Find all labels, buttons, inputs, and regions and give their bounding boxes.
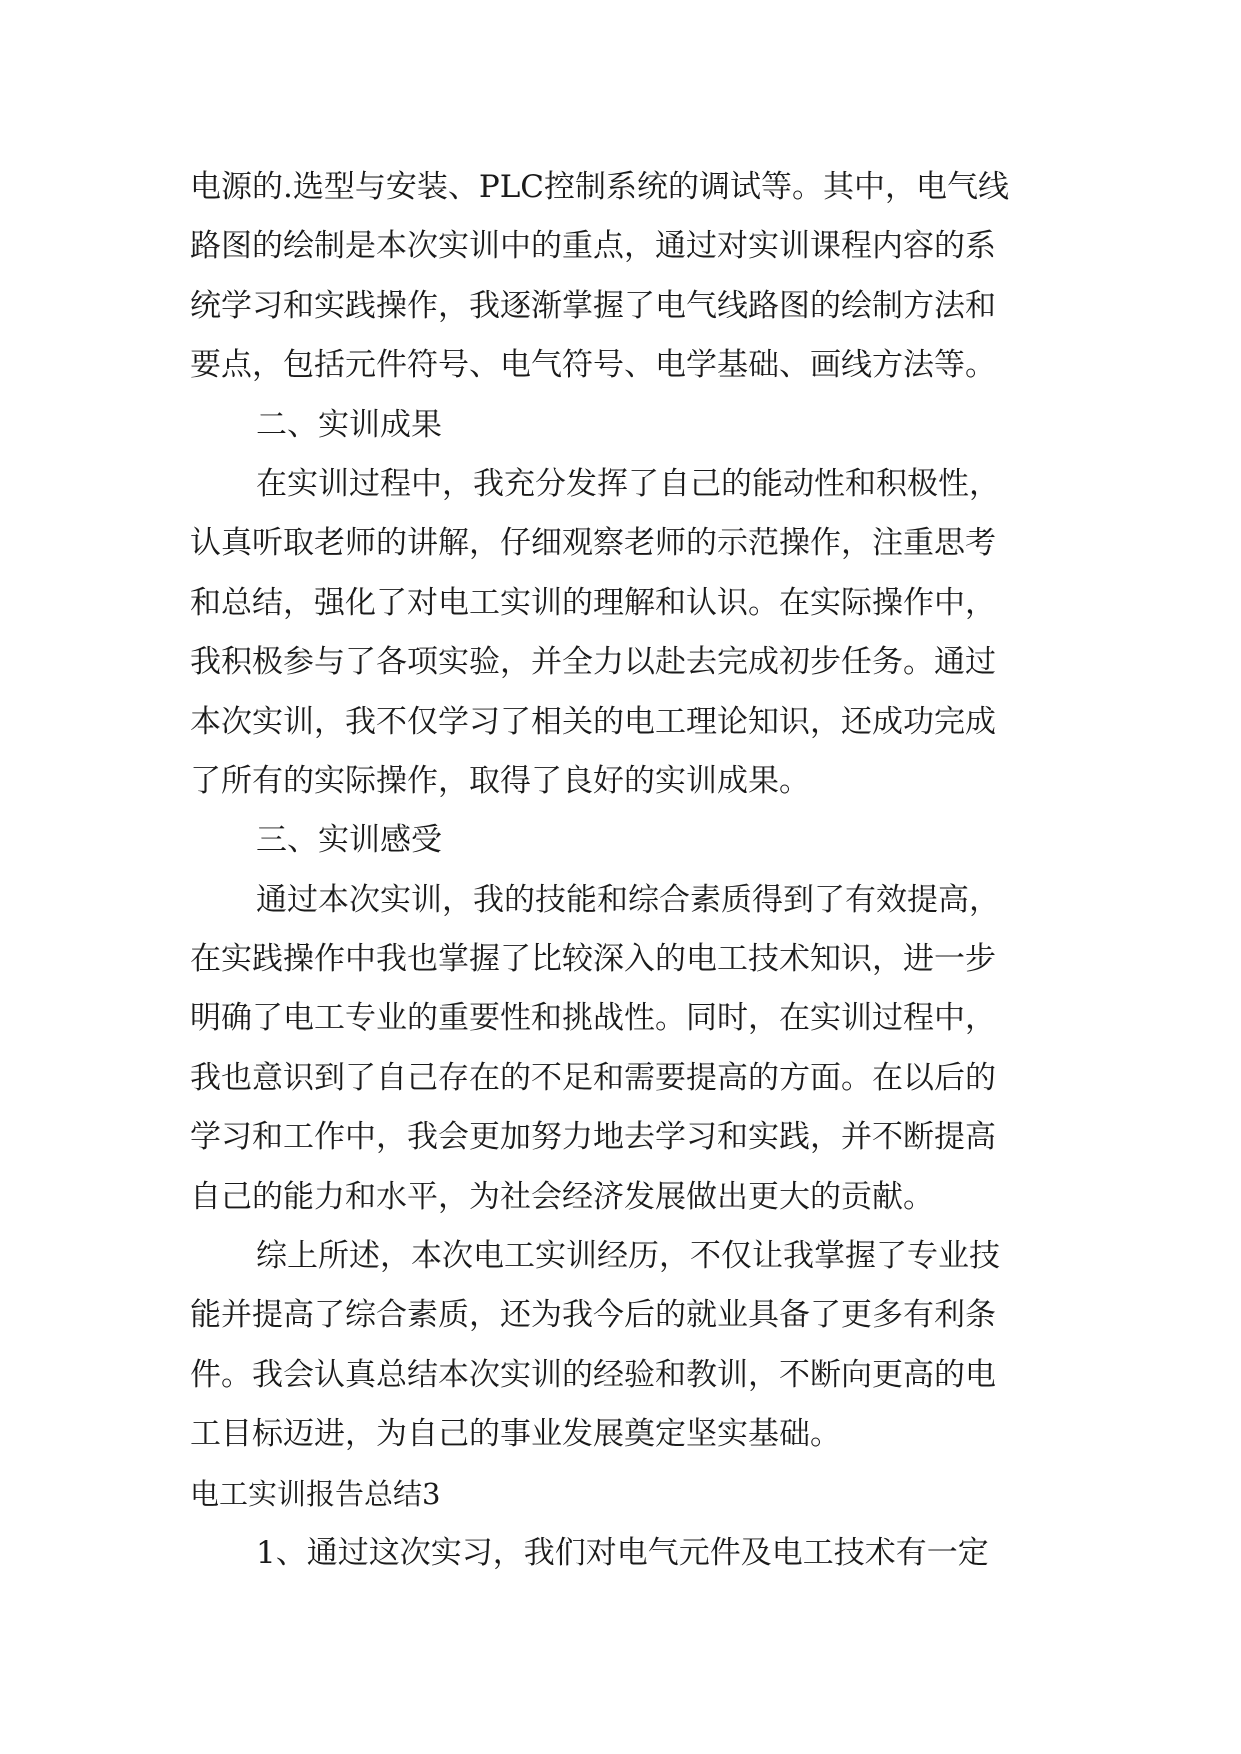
body-line: 认真听取老师的讲解，仔细观察老师的示范操作，注重思考 <box>190 525 996 562</box>
document-body <box>190 158 1060 1583</box>
body-line: 工目标迈进，为自己的事业发展奠定坚实基础。 <box>190 1416 841 1453</box>
paragraph-first-line: 1、通过这次实习，我们对电气元件及电工技术有一定 <box>256 1534 989 1571</box>
body-line: 本次实训，我不仅学习了相关的电工理论知识，还成功完成 <box>190 703 996 740</box>
body-line: 路图的绘制是本次实训中的重点，通过对实训课程内容的系 <box>190 228 996 265</box>
body-line: 在实践操作中我也掌握了比较深入的电工技术知识，进一步 <box>190 941 996 978</box>
paragraph-first-line: 综上所述，本次电工实训经历，不仅让我掌握了专业技 <box>256 1238 1000 1275</box>
body-line: 学习和工作中，我会更加努力地去学习和实践，并不断提高 <box>190 1119 996 1156</box>
body-line: 要点，包括元件符号、电气符号、电学基础、画线方法等。 <box>190 347 996 384</box>
paragraph-first-line: 通过本次实训，我的技能和综合素质得到了有效提高， <box>256 881 1000 918</box>
body-line: 我积极参与了各项实验，并全力以赴去完成初步任务。通过 <box>190 644 996 681</box>
body-line: 了所有的实际操作，取得了良好的实训成果。 <box>190 762 810 799</box>
body-line: 和总结，强化了对电工实训的理解和认识。在实际操作中， <box>190 584 996 621</box>
paragraph-first-line: 在实训过程中，我充分发挥了自己的能动性和积极性， <box>256 465 1000 502</box>
section-heading: 二、实训成果 <box>256 406 442 443</box>
body-line: 统学习和实践操作，我逐渐掌握了电气线路图的绘制方法和 <box>190 287 996 324</box>
body-line: 自己的能力和水平，为社会经济发展做出更大的贡献。 <box>190 1178 934 1215</box>
body-line: 我也意识到了自己存在的不足和需要提高的方面。在以后的 <box>190 1059 996 1096</box>
section-heading: 三、实训感受 <box>256 822 442 859</box>
body-line: 电源的.选型与安装、PLC控制系统的调试等。其中，电气线 <box>190 169 1010 205</box>
body-line: 件。我会认真总结本次实训的经验和教训，不断向更高的电 <box>190 1356 996 1393</box>
body-line: 明确了电工专业的重要性和挑战性。同时，在实训过程中， <box>190 1000 996 1037</box>
report-title: 电工实训报告总结3 <box>190 1476 441 1511</box>
body-line: 能并提高了综合素质，还为我今后的就业具备了更多有利条 <box>190 1297 996 1334</box>
